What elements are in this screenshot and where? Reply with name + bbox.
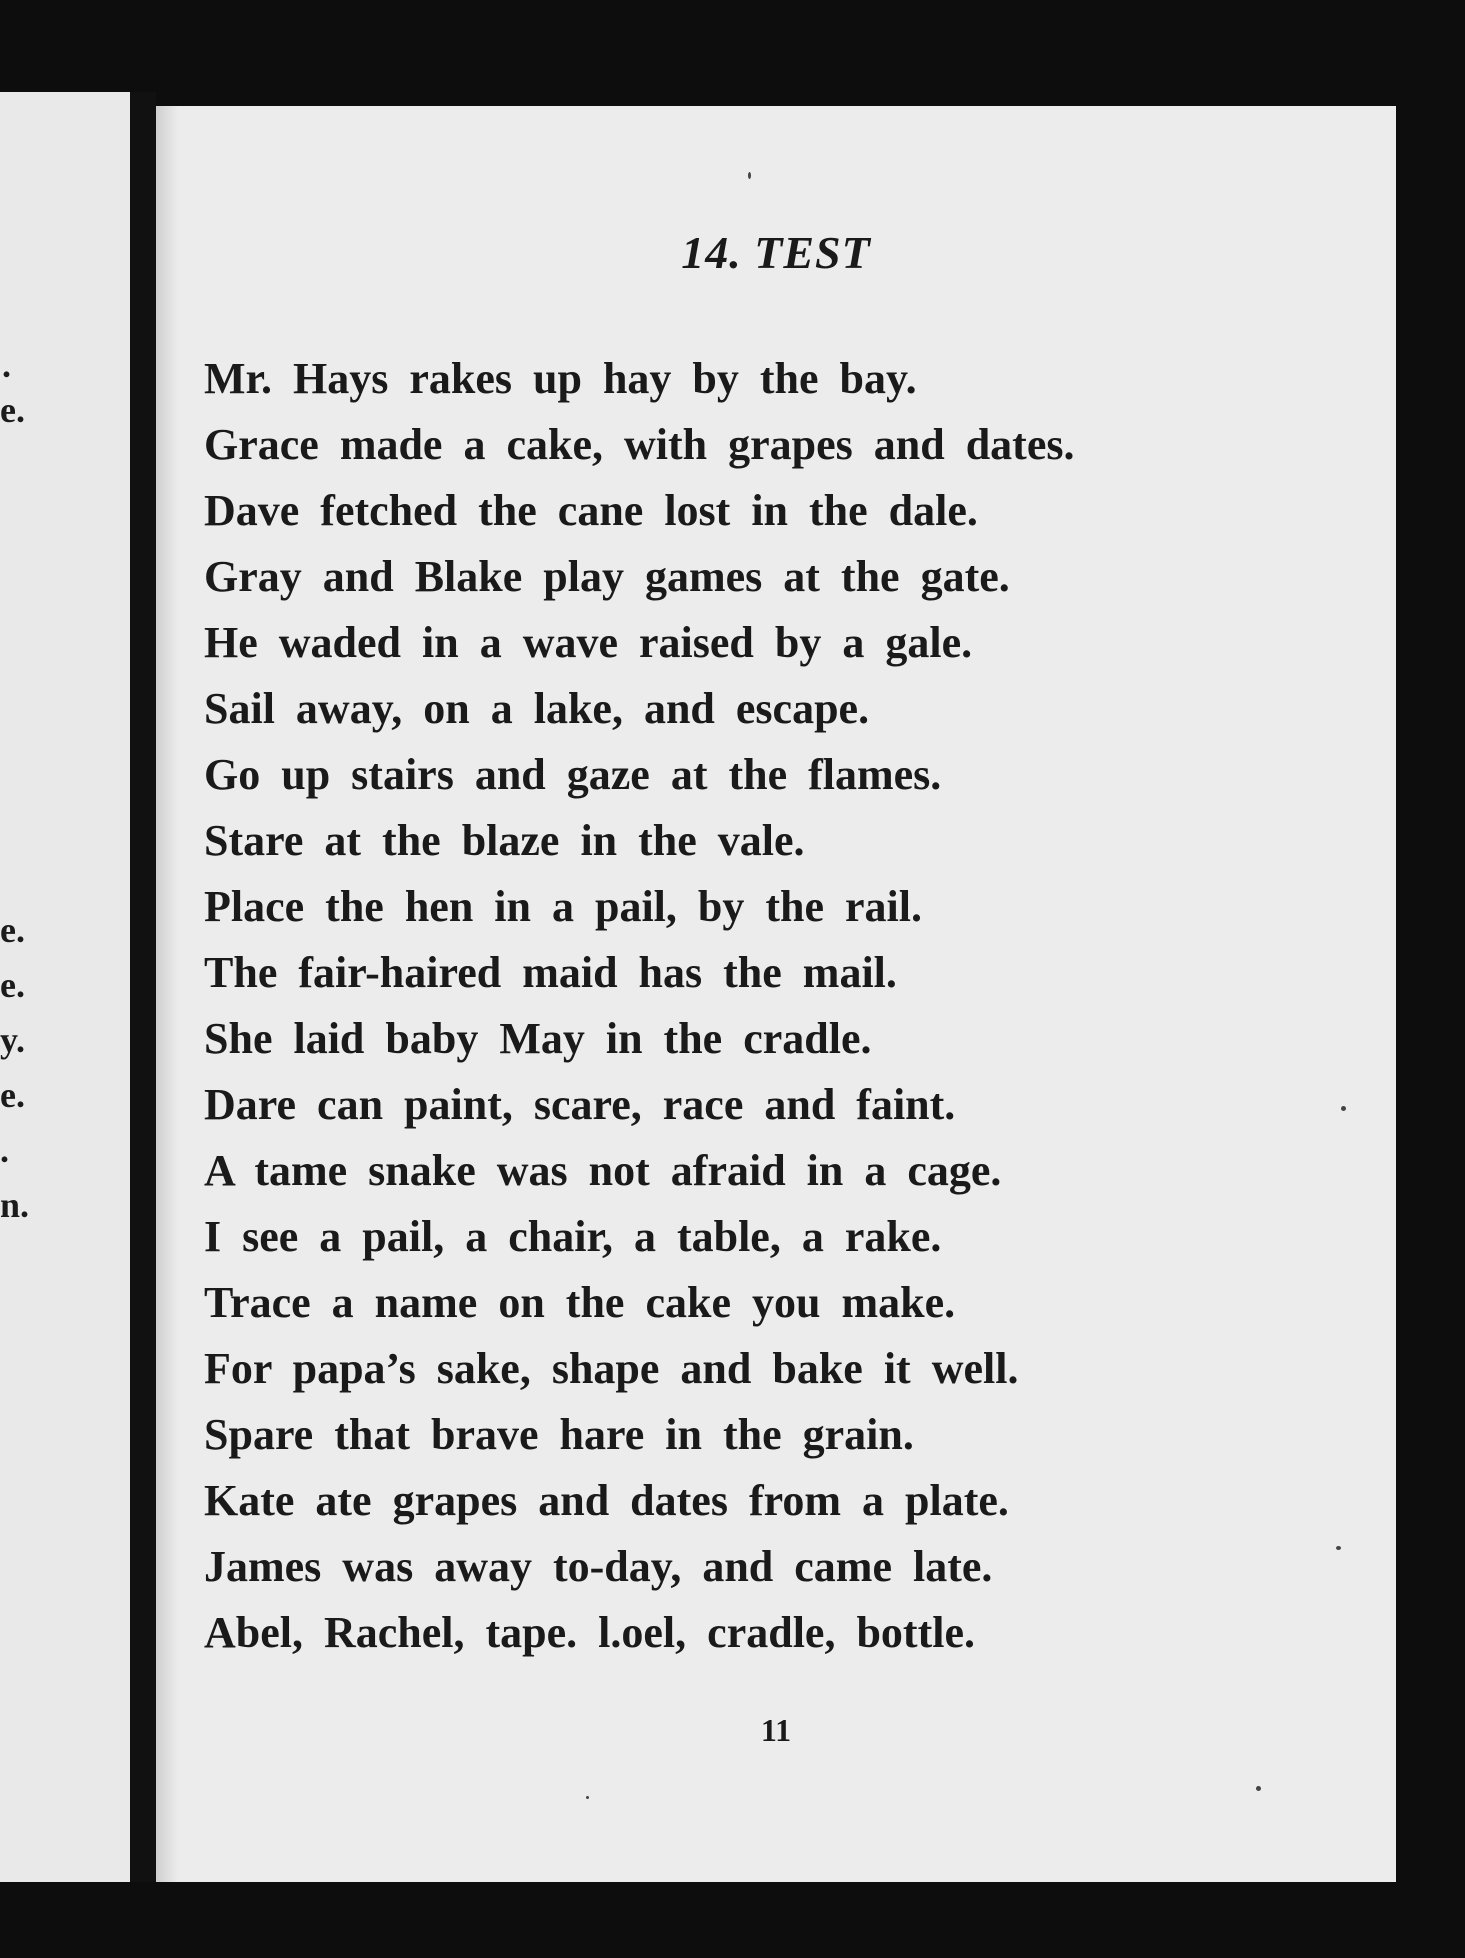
paper-speck: [586, 1796, 589, 1799]
reading-line: The fair-haired maid has the mail.: [204, 948, 897, 997]
reading-line: Stare at the blaze in the vale.: [204, 816, 805, 865]
previous-page-fragment: y.: [0, 1020, 26, 1060]
reading-line: He waded in a wave raised by a gale.: [204, 618, 973, 667]
paper-speck: [1336, 1546, 1341, 1550]
reading-line: Gray and Blake play games at the gate.: [204, 552, 1010, 601]
previous-page-fragment: .: [0, 1130, 9, 1170]
previous-page-edge: [0, 92, 140, 1882]
reading-lines: [204, 346, 1354, 1666]
book-page: [156, 106, 1396, 1882]
previous-page-fragment: e.: [0, 390, 25, 430]
reading-line: Grace made a cake, with grapes and dates.: [204, 420, 1075, 469]
previous-page-fragment: e.: [0, 965, 25, 1005]
book-spine: [130, 92, 156, 1882]
reading-line: Mr. Hays rakes up hay by the bay.: [204, 354, 917, 403]
reading-line: Dare can paint, scare, race and faint.: [204, 1080, 956, 1129]
paper-speck: [1256, 1786, 1261, 1791]
reading-line: Go up stairs and gaze at the flames.: [204, 750, 942, 799]
reading-line: Kate ate grapes and dates from a plate.: [204, 1476, 1009, 1525]
reading-line: Trace a name on the cake you make.: [204, 1278, 956, 1327]
page-heading: 14. TEST: [681, 227, 871, 278]
reading-line: James was away to-day, and came late.: [204, 1542, 993, 1591]
reading-line: She laid baby May in the cradle.: [204, 1014, 872, 1063]
reading-line: A tame snake was not afraid in a cage.: [204, 1146, 1002, 1195]
reading-line: For papa’s sake, shape and bake it well.: [204, 1344, 1019, 1393]
reading-line: Sail away, on a lake, and escape.: [204, 684, 870, 733]
page-number: 11: [760, 1712, 792, 1748]
reading-line: Spare that brave hare in the grain.: [204, 1410, 914, 1459]
previous-page-fragment: .: [2, 345, 11, 385]
reading-line: Place the hen in a pail, by the rail.: [204, 882, 922, 931]
previous-page-fragment: n.: [0, 1185, 30, 1225]
previous-page-fragment: e.: [0, 1075, 25, 1115]
reading-line: I see a pail, a chair, a table, a rake.: [204, 1212, 942, 1261]
page-gutter-shadow: [156, 106, 178, 1882]
previous-page-fragment: e.: [0, 910, 25, 950]
reading-line: Abel, Rachel, tape. l.oel, cradle, bottle.: [204, 1608, 975, 1657]
previous-page-fragments: [0, 92, 40, 1882]
paper-speck: [748, 172, 751, 179]
reading-line: Dave fetched the cane lost in the dale.: [204, 486, 978, 535]
paper-speck: [1341, 1106, 1346, 1111]
